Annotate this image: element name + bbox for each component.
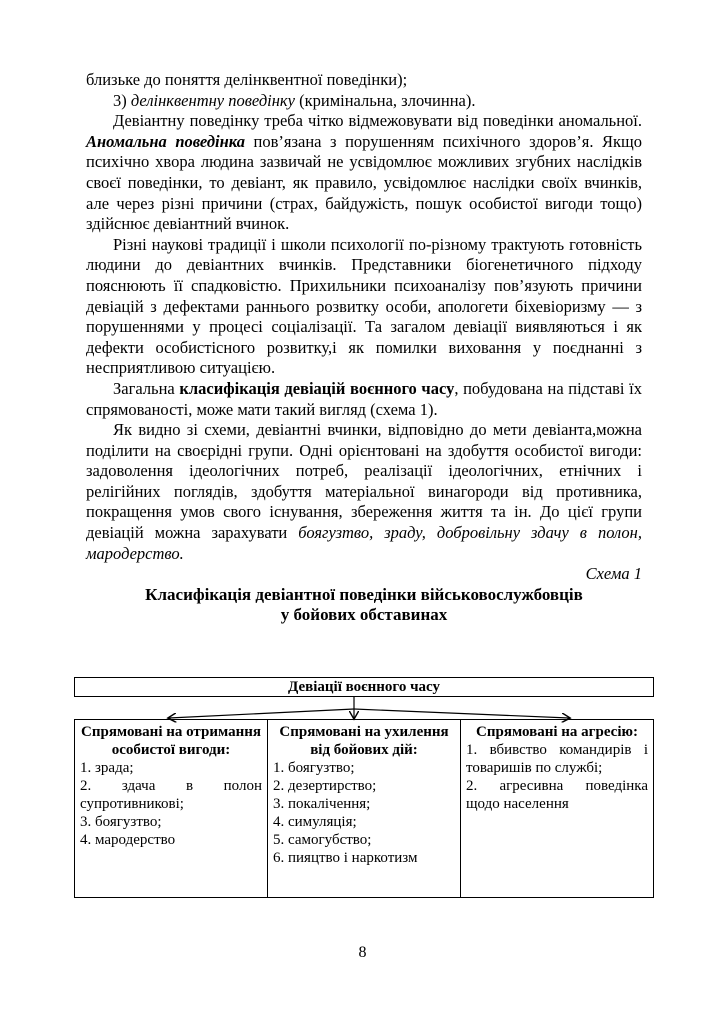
page-body	[86, 70, 642, 625]
diagram-top-box: Девіації воєнного часу	[74, 677, 654, 697]
list-item: 3. покалічення;	[273, 796, 371, 812]
column-aggression	[460, 720, 653, 897]
list-item: 2. здача в полон супротивникові;	[80, 778, 262, 812]
paragraph-1	[86, 70, 642, 91]
scheme-label: Схема 1	[585, 564, 642, 584]
page-number: 8	[358, 944, 367, 961]
scheme-title-line-1: Класифікація девіантної поведінки військовослужбовців	[145, 584, 583, 604]
paragraph-6-text: Як видно зі схеми, девіантні вчинки, відповідно до мети девіанта,можна поділити на своєрідні групи. Одні орієнтовані на здобуття особистої вигоди: задоволення ідеологічних потреб, реалізації ідеологічних, етнічних і релігійних поглядів, здобуття матеріальної винагороди від противника, покращення умов свого існування, збереження життя та ін. До цієї групи девіацій можна зарахувати	[86, 420, 642, 543]
paragraph-4-text: Різні наукові традиції і школи психології по-різному трактують готовність людини до девіантних вчинків. Представники біогенетичного підходу пояснюють її спадковістю. Прихильники психоаналізу пов’язують причини девіацій з дефектами раннього розвитку особи, апологети біхевіоризму — з порушеннями у процесі соціалізації. Та загалом девіації виявляються і як дефекти особистісного розвитку,і як помилки виховання у поєднанні з несприятливою ситуацією.	[86, 234, 642, 378]
list-item: 6. пияцтво і наркотизм	[273, 850, 418, 866]
list-item: 2. дезертирство;	[273, 778, 377, 794]
italic-term: делінквентну поведінку	[130, 90, 295, 110]
paragraph-6	[86, 420, 642, 564]
list-item: 1. зрада;	[80, 760, 134, 776]
scheme-title-line-2: у бойових обставинах	[280, 604, 448, 624]
paragraph-2-text: (кримінальна, злочинна).	[294, 90, 476, 110]
list-item: 2. агресивна поведінка щодо населення	[466, 778, 648, 812]
arrow-right	[354, 709, 569, 718]
column-head: Спрямовані на отримання особистої вигоди:	[81, 724, 261, 758]
bold-term: класифікація девіацій воєнного часу	[179, 378, 455, 398]
paragraph-4	[86, 235, 642, 379]
paragraph-2	[86, 91, 642, 112]
list-number: 3)	[113, 90, 131, 110]
column-avoid-combat	[267, 720, 460, 897]
paragraph-5	[86, 379, 642, 420]
list-item: 1. вбивство командирів і товаришів по службі;	[466, 742, 648, 776]
italic-list: боягузтво, зраду, добровільну здачу в полон, мародерство.	[86, 523, 642, 563]
column-personal-gain	[75, 720, 267, 897]
paragraph-5-text-b: , побудована на підставі їх спрямованості, може мати такий вигляд (схема 1).	[86, 378, 642, 419]
list-item: 3. боягузтво;	[80, 814, 162, 830]
paragraph-5-text-a: Загальна	[113, 378, 180, 398]
list-item: 4. мародерство	[80, 832, 176, 848]
bold-italic-term: Аномальна поведінка	[86, 131, 245, 151]
column-head: Спрямовані на агресію:	[476, 724, 638, 740]
column-head: Спрямовані на ухилення від бойових дій:	[279, 724, 449, 758]
paragraph-3-text-b: пов’язана з порушенням психічного здоров’я. Якщо психічно хвора людина зазвичай не усвідомлює можливих згубних наслідків своєї поведінки, то девіант, як правило, усвідомлює наслідки своїх вчинків, але через різні причини (страх, байдужість, пошук особистої вигоди тощо) здійснює девіантний вчинок.	[86, 131, 642, 234]
classification-diagram	[74, 677, 654, 897]
paragraph-3-text-a: Девіантну поведінку треба чітко відмежовувати від поведінки аномальної.	[113, 111, 642, 131]
list-item: 4. симуляція;	[273, 814, 357, 830]
paragraph-3	[86, 111, 642, 235]
arrow-left	[169, 709, 354, 718]
diagram-columns	[74, 719, 654, 898]
list-item: 1. боягузтво;	[273, 760, 355, 776]
list-item: 5. самогубство;	[273, 832, 372, 848]
paragraph-1-text: близьке до поняття делінквентної поведінки);	[86, 70, 408, 89]
